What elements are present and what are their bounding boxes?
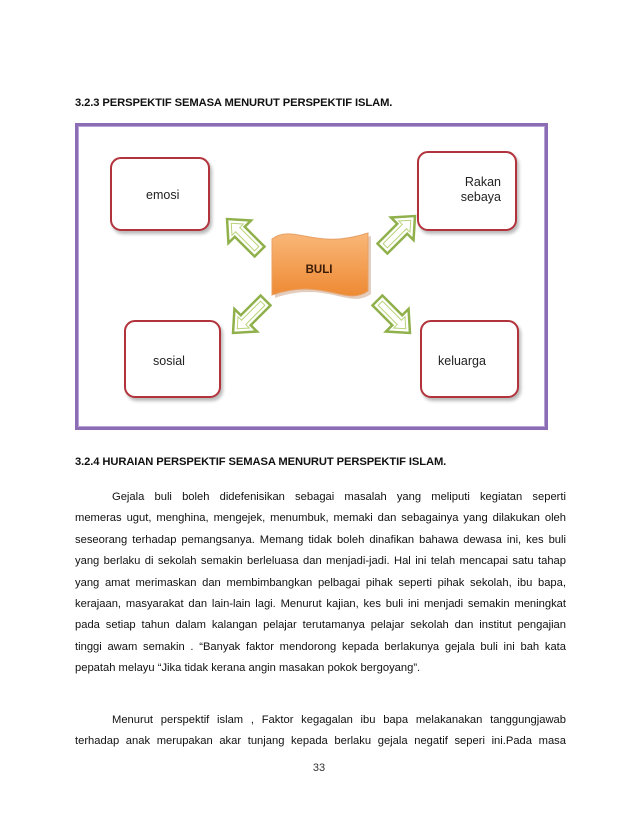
paragraph-1-line: kerajaan, masyarakat dan lain-lain lagi. Menurut kajian, kes buli ini menjadi semakin meningkat [75,598,566,611]
node-rakan-sebaya [417,151,517,231]
paragraph-1-line: pada setiap tahun dalam kalangan pelajar terutamanya pelajar sekolah dan institut pengajian [75,619,566,632]
paragraph-1-line: memeras ugut, menghina, mengejek, menumbuk, memaki dan sebagainya yang dilakukan oleh [75,512,566,525]
arrow-to-keluarga [362,285,424,347]
paragraph-1-line: pepatah melayu “Jika tidak kerana angin masakan pokok bergoyang”. [75,662,421,675]
node-emosi-label: emosi [146,188,180,202]
paragraph-1-line: tinggi awam semakin . “Banyak faktor mendorong kepada berlakunya gejala buli ini bah kata [75,640,566,653]
node-rakan-line2: sebaya [460,190,501,204]
paragraph-2 [75,710,566,753]
node-rakan-line1: Rakan [464,175,501,189]
center-label-buli: BULI [305,264,333,276]
node-keluarga-label: keluarga [438,354,486,368]
arrow-to-emosi [213,205,275,267]
section-heading-3-2-4: 3.2.4 HURAIAN PERSPEKTIF SEMASA MENURUT PERSPEKTIF ISLAM. [75,456,447,468]
node-rakan-sebaya-label [461,175,501,205]
paragraph-2-line: terhadap anak merupakan akar tunjang kepada berlaku gejala negatif seperi ini.Pada masa [75,735,566,748]
paragraph-1-line: Gejala buli boleh didefenisikan sebagai masalah yang meliputi kegiatan seperti [112,491,566,503]
paragraph-1-line: seseorang terhadap pemangsanya. Memang tidak boleh dinafikan bahawa dewasa ini, kes buli [75,533,566,546]
arrow-to-rakan-sebaya [367,202,429,264]
paragraph-1-line: yang berlaku di sekolah semakin berleluasa dan menjadi-jadi. Hal ini telah mencapai satu tahap [75,555,566,568]
node-sosial [124,320,221,398]
section-heading-3-2-3: 3.2.3 PERSPEKTIF SEMASA MENURUT PERSPEKTIF ISLAM. [75,97,393,109]
arrow-to-sosial [219,285,281,347]
node-sosial-label: sosial [153,354,185,368]
paragraph-2-line: Menurut perspektif islam , Faktor kegagalan ibu bapa melakanakan tanggungjawab [112,714,566,726]
node-emosi [110,157,210,231]
page-number: 33 [312,762,326,774]
node-keluarga [420,320,519,398]
paragraph-1-line: yang amat merimaskan dan membimbangkan pelbagai pihak seperti pihak sekolah, ibu bapa, [75,576,566,589]
paragraph-1 [75,487,566,680]
